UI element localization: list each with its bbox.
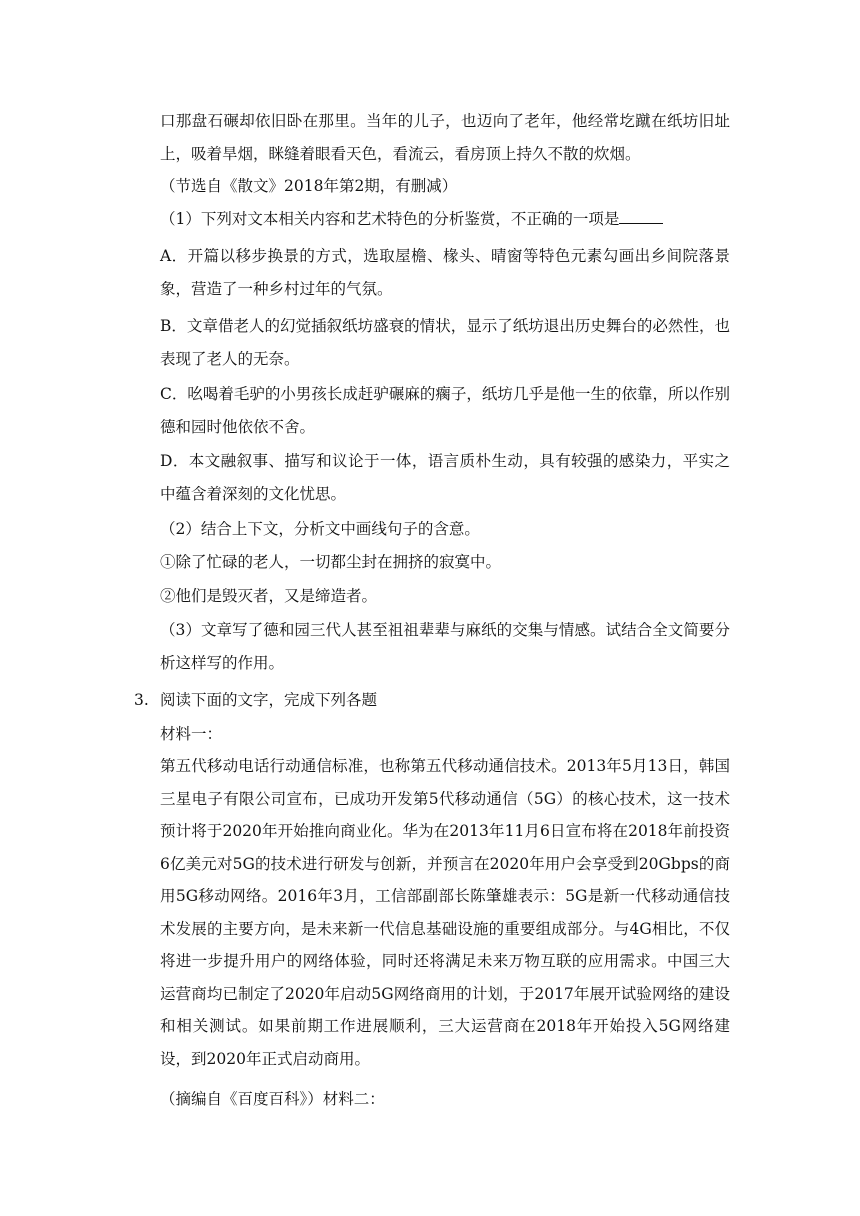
section-number: 3. [134,691,149,709]
question-1-text: （1）下列对文本相关内容和艺术特色的分析鉴赏，不正确的一项是 [160,210,620,228]
option-b: B．文章借老人的幻觉插叙纸坊盛衰的情状，显示了纸坊退出历史舞台的必然性，也表现了老人的无奈。 [160,317,730,368]
option-a: A．开篇以移步换景的方式，选取屋檐、椽头、晴窗等特色元素勾画出乡间院落景象，营造了一种乡村过年的气氛。 [160,247,730,298]
question-2-item-1: ①除了忙碌的老人，一切都尘封在拥挤的寂寞中。 [160,553,502,571]
option-d: D．本文融叙事、描写和议论于一体，语言质朴生动，具有较强的感染力，平实之中蕴含着深刻的文化忧思。 [160,452,730,503]
material-1-text: 第五代移动电话行动通信标准，也称第五代移动通信技术。2013年5月13日，韩国三星电子有限公司宣布，已成功开发第5代移动通信（5G）的核心技术，这一技术预计将于2020年开始推向商业化。华为在2013年11月6日宣布将在2018年前投资6亿美元对5G的技术进行研发与创新，并预言在2020年用户会享受到20Gbps的商用5G移动网络。2016年3月，工信部副部长陈肇雄表示：5G是新一代移动通信技术发展的主要方向，是未来新一代信息基础设施的重要组成部分。与4G相比，不仅将进一步提升用户的网络体验，同时还将满足未来万物互联的应用需求。中国三大运营商均已制定了2020年启动5G网络商用的计划，于2017年展开试验网络的建设和相关测试。如果前期工作进展顺利，三大运营商在2018年开始投入5G网络建设，到2020年正式启动商用。 [160,757,730,1068]
material-1-source: （摘编自《百度百科》）材料二： [160,1090,385,1108]
question-2-item-2: ②他们是毁灭者，又是缔造者。 [160,587,378,605]
option-c: C．吆喝着毛驴的小男孩长成赶驴碾麻的瘸子，纸坊几乎是他一生的依靠，所以作别德和园时他依依不舍。 [160,385,730,436]
material-1-label: 材料一： [160,725,223,743]
question-3-stem: （3）文章写了德和园三代人甚至祖祖辈辈与麻纸的交集与情感。试结合全文简要分析这样写的作用。 [160,621,730,672]
question-1-stem [160,203,730,236]
answer-blank [619,208,663,224]
section-title: 阅读下面的文字，完成下列各题 [160,691,378,709]
source-note: （节选自《散文》2018年第2期，有删减） [160,177,458,195]
question-2-stem: （2）结合上下文，分析文中画线句子的含意。 [160,520,480,538]
passage-ending: 口那盘石碾却依旧卧在那里。当年的儿子，也迈向了老年，他经常圪蹴在纸坊旧址上，吸着旱烟，眯缝着眼看天色，看流云，看房顶上持久不散的炊烟。 [160,112,730,163]
